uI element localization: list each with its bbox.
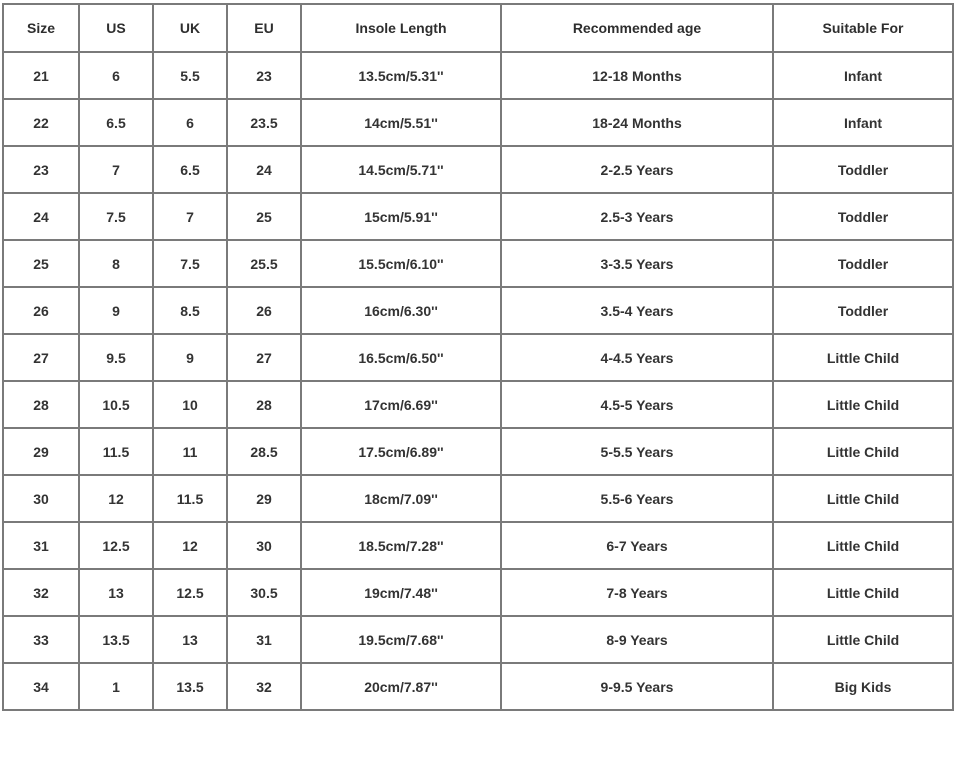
- cell-uk: 11: [154, 429, 228, 476]
- cell-insole-length: 17.5cm/6.89'': [302, 429, 502, 476]
- cell-suitable-for: Little Child: [774, 429, 954, 476]
- cell-suitable-for: Little Child: [774, 382, 954, 429]
- cell-us: 8: [80, 241, 154, 288]
- cell-suitable-for: Toddler: [774, 194, 954, 241]
- table-row: [4, 429, 954, 476]
- cell-suitable-for: Big Kids: [774, 664, 954, 711]
- cell-eu: 28.5: [228, 429, 302, 476]
- cell-recommended-age: 2-2.5 Years: [502, 147, 774, 194]
- cell-eu: 25: [228, 194, 302, 241]
- cell-eu: 29: [228, 476, 302, 523]
- cell-uk: 6.5: [154, 147, 228, 194]
- cell-suitable-for: Little Child: [774, 617, 954, 664]
- cell-suitable-for: Little Child: [774, 335, 954, 382]
- cell-suitable-for: Toddler: [774, 147, 954, 194]
- cell-eu: 30: [228, 523, 302, 570]
- cell-insole-length: 15cm/5.91'': [302, 194, 502, 241]
- cell-uk: 9: [154, 335, 228, 382]
- header-size: Size: [4, 5, 80, 53]
- cell-size: 29: [4, 429, 80, 476]
- cell-suitable-for: Infant: [774, 100, 954, 147]
- cell-insole-length: 17cm/6.69'': [302, 382, 502, 429]
- cell-recommended-age: 7-8 Years: [502, 570, 774, 617]
- cell-insole-length: 16.5cm/6.50'': [302, 335, 502, 382]
- header-row: [4, 5, 954, 53]
- cell-uk: 13.5: [154, 664, 228, 711]
- cell-uk: 12.5: [154, 570, 228, 617]
- cell-size: 21: [4, 53, 80, 100]
- cell-us: 7: [80, 147, 154, 194]
- table-row: [4, 617, 954, 664]
- cell-size: 28: [4, 382, 80, 429]
- cell-us: 13: [80, 570, 154, 617]
- cell-insole-length: 14cm/5.51'': [302, 100, 502, 147]
- cell-us: 12.5: [80, 523, 154, 570]
- cell-insole-length: 13.5cm/5.31'': [302, 53, 502, 100]
- cell-suitable-for: Toddler: [774, 288, 954, 335]
- cell-size: 32: [4, 570, 80, 617]
- cell-recommended-age: 18-24 Months: [502, 100, 774, 147]
- cell-insole-length: 18.5cm/7.28'': [302, 523, 502, 570]
- table-row: [4, 523, 954, 570]
- table-row: [4, 335, 954, 382]
- cell-uk: 6: [154, 100, 228, 147]
- cell-recommended-age: 8-9 Years: [502, 617, 774, 664]
- cell-recommended-age: 5.5-6 Years: [502, 476, 774, 523]
- cell-us: 10.5: [80, 382, 154, 429]
- table-row: [4, 288, 954, 335]
- cell-size: 31: [4, 523, 80, 570]
- table-body: [4, 53, 954, 711]
- cell-recommended-age: 6-7 Years: [502, 523, 774, 570]
- cell-uk: 5.5: [154, 53, 228, 100]
- table-row: [4, 194, 954, 241]
- cell-uk: 7.5: [154, 241, 228, 288]
- header-insole-length: Insole Length: [302, 5, 502, 53]
- cell-recommended-age: 5-5.5 Years: [502, 429, 774, 476]
- cell-size: 22: [4, 100, 80, 147]
- cell-recommended-age: 4.5-5 Years: [502, 382, 774, 429]
- cell-us: 6.5: [80, 100, 154, 147]
- cell-uk: 8.5: [154, 288, 228, 335]
- cell-us: 9.5: [80, 335, 154, 382]
- table-row: [4, 241, 954, 288]
- cell-recommended-age: 12-18 Months: [502, 53, 774, 100]
- cell-size: 23: [4, 147, 80, 194]
- cell-insole-length: 20cm/7.87'': [302, 664, 502, 711]
- cell-eu: 30.5: [228, 570, 302, 617]
- cell-recommended-age: 2.5-3 Years: [502, 194, 774, 241]
- cell-insole-length: 18cm/7.09'': [302, 476, 502, 523]
- cell-uk: 13: [154, 617, 228, 664]
- table-row: [4, 53, 954, 100]
- cell-size: 34: [4, 664, 80, 711]
- cell-eu: 25.5: [228, 241, 302, 288]
- cell-recommended-age: 3.5-4 Years: [502, 288, 774, 335]
- cell-suitable-for: Infant: [774, 53, 954, 100]
- cell-eu: 27: [228, 335, 302, 382]
- cell-size: 27: [4, 335, 80, 382]
- cell-eu: 32: [228, 664, 302, 711]
- header-suitable-for: Suitable For: [774, 5, 954, 53]
- cell-insole-length: 19.5cm/7.68'': [302, 617, 502, 664]
- cell-suitable-for: Little Child: [774, 570, 954, 617]
- table-row: [4, 100, 954, 147]
- cell-us: 1: [80, 664, 154, 711]
- header-us: US: [80, 5, 154, 53]
- cell-size: 33: [4, 617, 80, 664]
- cell-suitable-for: Little Child: [774, 523, 954, 570]
- table-row: [4, 664, 954, 711]
- cell-uk: 11.5: [154, 476, 228, 523]
- cell-recommended-age: 9-9.5 Years: [502, 664, 774, 711]
- cell-insole-length: 16cm/6.30'': [302, 288, 502, 335]
- cell-size: 26: [4, 288, 80, 335]
- cell-us: 9: [80, 288, 154, 335]
- cell-eu: 23.5: [228, 100, 302, 147]
- size-chart-table: [2, 3, 954, 711]
- cell-insole-length: 15.5cm/6.10'': [302, 241, 502, 288]
- header-eu: EU: [228, 5, 302, 53]
- table-row: [4, 382, 954, 429]
- cell-eu: 23: [228, 53, 302, 100]
- cell-us: 6: [80, 53, 154, 100]
- cell-recommended-age: 4-4.5 Years: [502, 335, 774, 382]
- cell-size: 25: [4, 241, 80, 288]
- table-row: [4, 570, 954, 617]
- cell-insole-length: 14.5cm/5.71'': [302, 147, 502, 194]
- cell-eu: 24: [228, 147, 302, 194]
- cell-size: 30: [4, 476, 80, 523]
- header-uk: UK: [154, 5, 228, 53]
- cell-uk: 10: [154, 382, 228, 429]
- cell-insole-length: 19cm/7.48'': [302, 570, 502, 617]
- cell-us: 11.5: [80, 429, 154, 476]
- cell-uk: 12: [154, 523, 228, 570]
- cell-us: 7.5: [80, 194, 154, 241]
- cell-eu: 31: [228, 617, 302, 664]
- table-row: [4, 476, 954, 523]
- cell-size: 24: [4, 194, 80, 241]
- cell-us: 13.5: [80, 617, 154, 664]
- size-chart: [2, 3, 954, 711]
- cell-recommended-age: 3-3.5 Years: [502, 241, 774, 288]
- cell-eu: 28: [228, 382, 302, 429]
- cell-us: 12: [80, 476, 154, 523]
- header-recommended-age: Recommended age: [502, 5, 774, 53]
- cell-suitable-for: Toddler: [774, 241, 954, 288]
- table-row: [4, 147, 954, 194]
- cell-uk: 7: [154, 194, 228, 241]
- cell-suitable-for: Little Child: [774, 476, 954, 523]
- cell-eu: 26: [228, 288, 302, 335]
